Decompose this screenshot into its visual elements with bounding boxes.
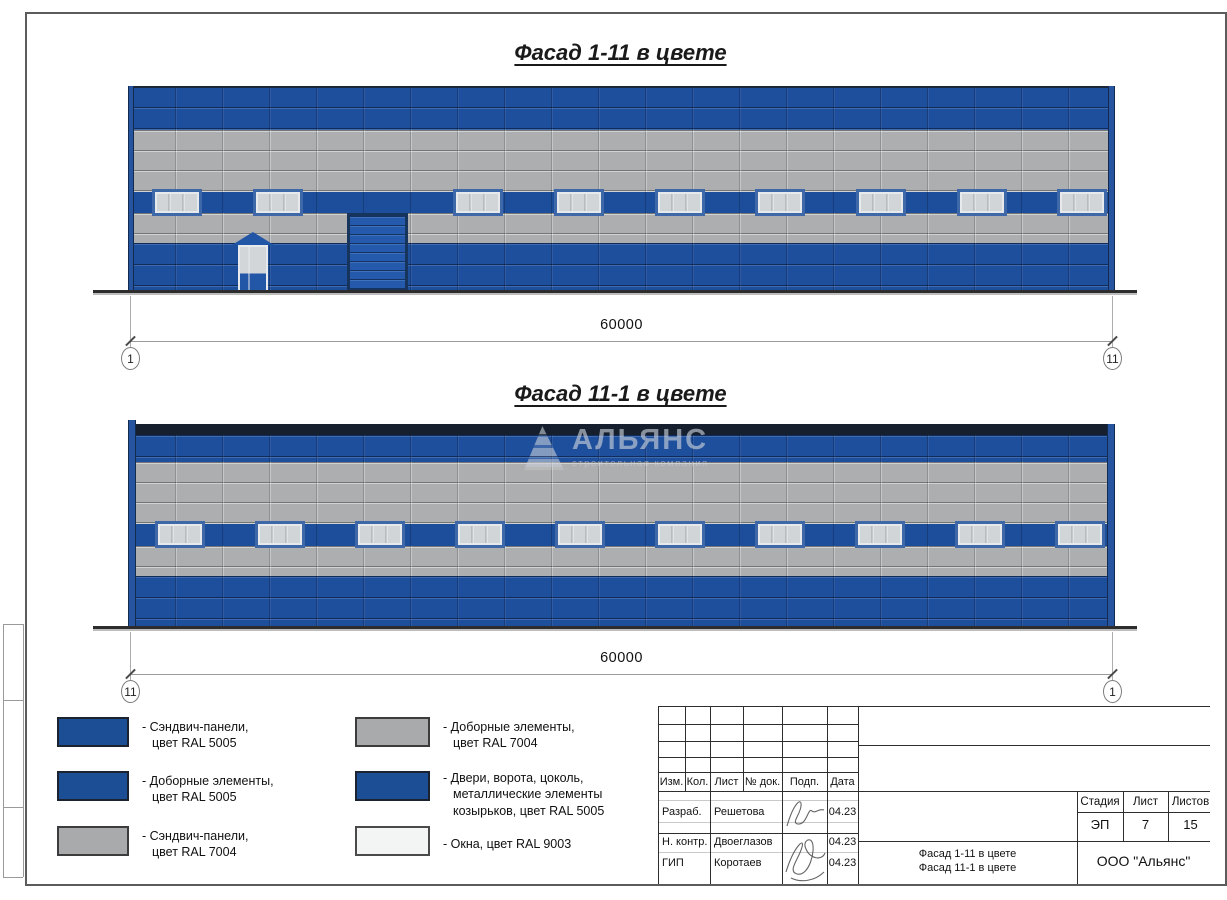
window [856, 189, 906, 216]
tb-col-data: Дата [830, 776, 855, 788]
tb-date: 04.23 [828, 857, 857, 869]
tb-col-kol: Кол. [686, 776, 709, 788]
facade1-ground-line [93, 290, 1137, 293]
facade1-title: Фасад 1-11 в цвете [514, 40, 727, 65]
tb-sheets-value: 15 [1183, 817, 1198, 832]
tb-role: Разраб. [662, 806, 702, 818]
window [655, 521, 705, 548]
legend-label: - Двери, ворота, цоколь, металлические элементы козырьков, цвет RAL 5005 [443, 771, 605, 818]
tb-stage-value: ЭП [1090, 817, 1110, 832]
signature [784, 794, 826, 832]
facade1-upper-gray-band [128, 130, 1113, 192]
facade1-bottom-blue-band [128, 243, 1113, 292]
tb-stage-label: Стадия [1080, 796, 1120, 808]
facade2-title: Фасад 11-1 в цвете [514, 381, 727, 406]
window [554, 189, 604, 216]
window [1055, 521, 1105, 548]
window [155, 521, 205, 548]
facade1-lower-gray-band [128, 213, 1113, 243]
tb-role: Н. контр. [662, 836, 708, 848]
tb-sheet-label: Лист [1133, 796, 1158, 808]
facade2-ground-line [93, 626, 1137, 629]
facade1-right-corner-trim [1108, 86, 1115, 292]
signature [782, 832, 828, 882]
tb-name: Решетова [714, 806, 765, 818]
window [955, 521, 1005, 548]
watermark-name: АЛЬЯНС [572, 424, 709, 456]
facade2-upper-gray-band [128, 462, 1113, 524]
tb-sheet-value: 7 [1141, 817, 1150, 832]
legend-swatch-gray [57, 826, 129, 856]
legend-label: - Окна, цвет RAL 9003 [443, 837, 572, 851]
window [655, 189, 705, 216]
window [1057, 189, 1107, 216]
facade1-left-corner-trim [128, 86, 134, 292]
window [255, 521, 305, 548]
tb-col-list: Лист [714, 776, 739, 788]
tb-sheets-label: Листов [1171, 796, 1210, 808]
tb-date: 04.23 [828, 836, 857, 848]
facade1-dimension-label: 60000 [600, 317, 643, 333]
sectional-gate [347, 213, 408, 292]
facade2-dimension-label: 60000 [600, 650, 643, 666]
legend-swatch-gray [355, 717, 430, 747]
window [755, 189, 805, 216]
axis-marker: 1 [121, 347, 140, 370]
facade1-top-blue-band [128, 86, 1113, 130]
legend-label: - Доборные элементы, цвет RAL 7004 [443, 720, 575, 751]
legend-label: - Доборные элементы, цвет RAL 5005 [142, 774, 274, 805]
legend-swatch-blue [355, 771, 430, 801]
facade2-bottom-blue-band [128, 576, 1113, 628]
window [152, 189, 202, 216]
tb-name: Двоеглазов [714, 836, 773, 848]
tb-col-podp: Подп. [789, 776, 820, 788]
legend-label: - Сэндвич-панели, цвет RAL 7004 [142, 829, 249, 860]
tb-date: 04.23 [828, 806, 857, 818]
tb-company: ООО "Альянс" [1096, 853, 1191, 869]
facade2-left-corner-trim [128, 420, 136, 628]
window [855, 521, 905, 548]
tb-doc-title-1: Фасад 1-11 в цвете [918, 848, 1017, 860]
tb-doc-title-2: Фасад 11-1 в цвете [918, 862, 1017, 874]
legend-swatch-blue [57, 717, 129, 747]
tb-role: ГИП [662, 857, 684, 869]
legend-label: - Сэндвич-панели, цвет RAL 5005 [142, 720, 249, 751]
tb-name: Коротаев [714, 857, 762, 869]
tb-col-izm: Изм. [659, 776, 684, 788]
axis-marker: 11 [121, 680, 140, 703]
window [453, 189, 503, 216]
window [555, 521, 605, 548]
legend-swatch-white [355, 826, 430, 856]
legend-swatch-blue [57, 771, 129, 801]
tb-col-ndok: № док. [744, 776, 781, 788]
window [755, 521, 805, 548]
window [253, 189, 303, 216]
company-watermark [524, 426, 709, 470]
axis-marker: 11 [1103, 347, 1122, 370]
facade1-drawing [128, 86, 1113, 292]
window [957, 189, 1007, 216]
entrance-door [238, 245, 268, 292]
alliance-sail-logo-icon [524, 426, 564, 470]
entrance-canopy [232, 232, 274, 245]
facade1-roof-edge [128, 86, 1113, 88]
window [355, 521, 405, 548]
axis-marker: 1 [1103, 680, 1122, 703]
facade2-right-corner-trim [1107, 424, 1115, 628]
window [455, 521, 505, 548]
facade2-lower-gray-band [128, 546, 1113, 576]
watermark-subtitle: строительная компания [572, 458, 709, 469]
